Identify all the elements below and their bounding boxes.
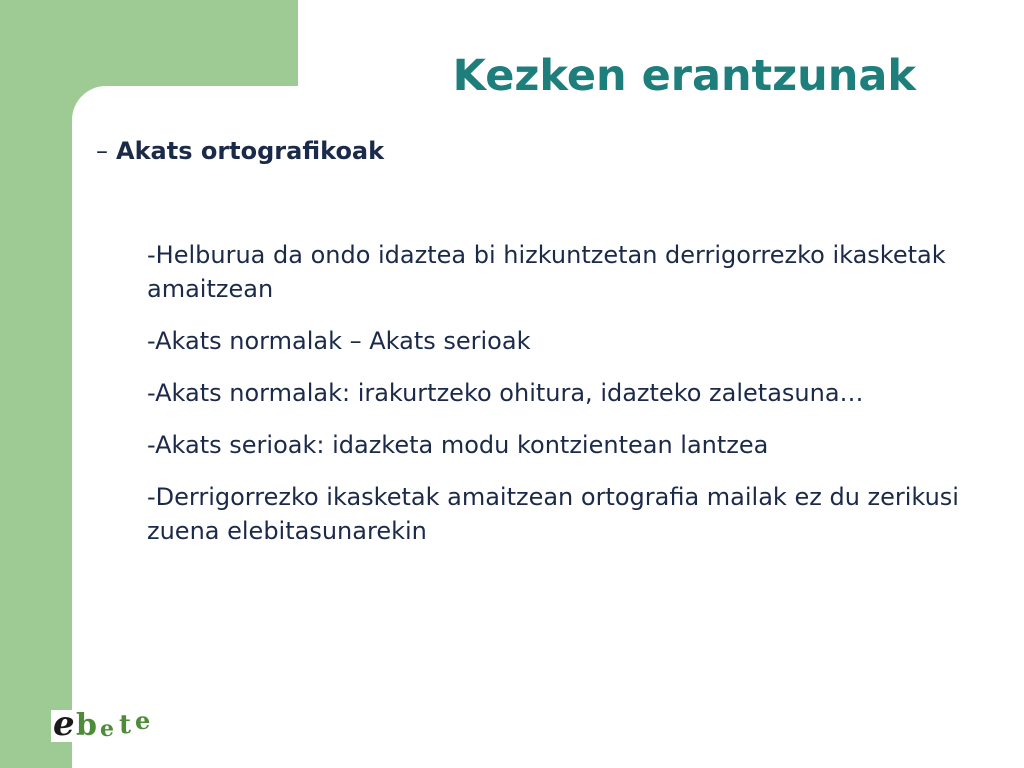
logo-letter: b — [76, 708, 97, 743]
bullet-item: -Akats normalak: irakurtzeko ohitura, idazteko zaletasuna… — [147, 379, 864, 407]
bullet-item: -Helburua da ondo idaztea bi hizkuntzetan derrigorrezko ikasketak amaitzean — [147, 241, 946, 303]
ebete-logo — [51, 704, 161, 744]
heading-text: Akats ortografikoak — [116, 137, 385, 165]
bullet-item: -Akats serioak: idazketa modu kontzientean lantzea — [147, 431, 769, 459]
logo-letter: t — [119, 710, 132, 740]
slide-title: Kezken erantzunak — [452, 51, 916, 101]
bullet-list — [147, 238, 977, 566]
heading-dash: – — [96, 137, 108, 165]
logo-letter: e — [135, 706, 151, 735]
logo-letter: e — [53, 704, 75, 744]
bullet-item: -Akats normalak – Akats serioak — [147, 327, 531, 355]
logo-letter: e — [100, 716, 114, 742]
section-heading — [96, 136, 384, 166]
bullet-item: -Derrigorrezko ikasketak amaitzean ortografia mailak ez du zerikusi zuena elebitasunarekin — [147, 483, 959, 545]
